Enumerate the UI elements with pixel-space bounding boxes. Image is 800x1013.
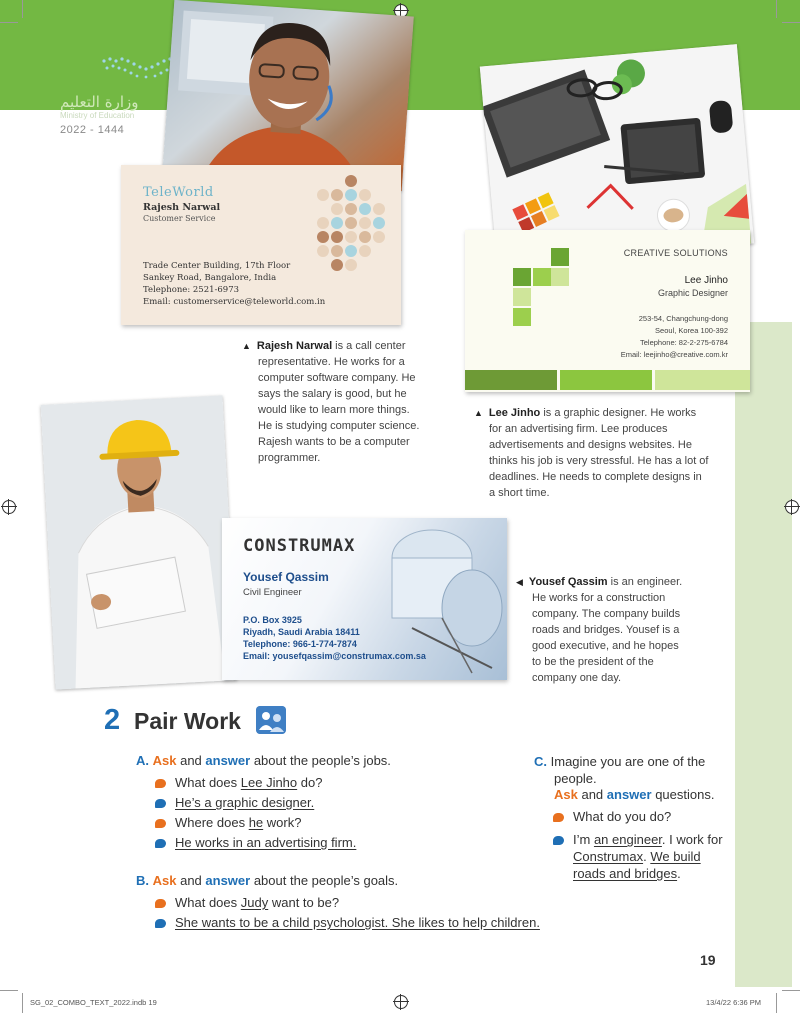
instruction-text: Imagine you are one of the	[550, 754, 706, 769]
dialog-question: What does Lee Jinho do?	[175, 775, 323, 790]
triangle-up-icon: ▲	[242, 341, 251, 351]
caption-line: deadlines. He needs to complete designs in	[489, 471, 702, 483]
dialog-question: What do you do?	[573, 809, 672, 824]
green-squares-decoration	[513, 248, 571, 328]
crop-mark	[776, 0, 777, 18]
caption-line: good executive, and he hopes	[532, 640, 679, 652]
dialog-question: What does Judy want to be?	[175, 895, 340, 910]
crop-mark	[22, 993, 23, 1013]
card-telephone: Telephone: 2521-6973	[143, 285, 240, 295]
card-footer-bar	[655, 370, 750, 390]
card-footer-bar	[560, 370, 652, 390]
card-person-name: Rajesh Narwal	[143, 202, 221, 213]
instruction-text: and	[577, 787, 607, 802]
instruction-text: questions.	[651, 787, 715, 802]
caption-line: is a graphic designer. He works	[540, 407, 697, 419]
card-company: TeleWorld	[143, 185, 214, 200]
section-letter: C.	[534, 754, 547, 769]
card-role: Customer Service	[143, 214, 216, 223]
dot-pattern-decoration	[311, 173, 391, 278]
keyword-answer: answer	[205, 753, 251, 768]
caption-line: says the salary is good, but he	[258, 388, 407, 400]
keyword-ask: Ask	[554, 787, 578, 802]
business-card-creative-solutions	[465, 230, 750, 392]
card-email: Email: yousefqassim@construmax.com.sa	[243, 651, 426, 661]
caption-person-name: Rajesh Narwal	[256, 340, 333, 352]
photo-engineer	[41, 395, 238, 689]
dialog-answer: He works in an advertising firm.	[175, 835, 357, 850]
footer-timestamp: 13/4/22 6:36 PM	[706, 998, 762, 1007]
crop-mark	[782, 22, 800, 23]
side-strip	[735, 322, 792, 987]
caption-line: is an engineer.	[607, 576, 683, 588]
business-card-construmax	[222, 518, 507, 680]
keyword-ask: Ask	[152, 873, 177, 888]
instruction-text: about the people’s jobs.	[250, 753, 391, 768]
keyword-ask: Ask	[152, 753, 177, 768]
caption-lee	[474, 405, 729, 501]
card-footer-bar	[465, 370, 557, 390]
registration-mark-icon	[785, 500, 799, 514]
card-email: Email: customerservice@teleworld.com.in	[143, 297, 326, 307]
card-email: Email: leejinho@creative.com.kr	[620, 350, 728, 359]
caption-line: is a call center	[332, 340, 406, 352]
question-bubble-icon	[155, 819, 166, 828]
section-letter: A.	[136, 753, 149, 768]
photo-rajesh	[162, 0, 414, 191]
business-card-teleworld	[121, 165, 401, 325]
edition-year: 2022 - 1444	[60, 124, 125, 136]
card-company: CREATIVE SOLUTIONS	[623, 248, 728, 258]
card-person-name: Lee Jinho	[684, 275, 728, 286]
crop-mark	[0, 990, 18, 991]
question-bubble-icon	[155, 899, 166, 908]
crop-mark	[22, 0, 23, 18]
card-role: Civil Engineer	[243, 587, 302, 598]
ministry-name-english: Ministry of Education	[60, 111, 135, 120]
ministry-name-arabic: وزارة التعليم	[60, 93, 139, 111]
question-bubble-icon	[155, 779, 166, 788]
caption-yousef	[516, 574, 706, 686]
answer-bubble-icon	[155, 799, 166, 808]
dialog-answer: He’s a graphic designer.	[175, 795, 315, 810]
caption-line: a short time.	[489, 487, 550, 499]
card-address-line: Seoul, Korea 100-392	[655, 326, 728, 335]
answer-bubble-icon	[553, 836, 564, 845]
card-telephone: Telephone: 82-2-275-6784	[640, 338, 728, 347]
caption-person-name: Yousef Qassim	[528, 576, 608, 588]
answer-bubble-icon	[155, 839, 166, 848]
section-c-instruction-line	[554, 787, 714, 802]
instruction-text: and	[176, 753, 206, 768]
section-title: Pair Work	[134, 708, 241, 734]
footer-file-name: SG_02_COMBO_TEXT_2022.indb 19	[30, 998, 157, 1007]
registration-mark-icon	[394, 995, 408, 1009]
section-number: 2	[104, 704, 121, 736]
page-number: 19	[700, 952, 716, 968]
caption-line: company one day.	[532, 672, 622, 684]
registration-mark-icon	[2, 500, 16, 514]
instruction-text: and	[176, 873, 206, 888]
dialog-answer: She wants to be a child psychologist. She likes to help children.	[175, 915, 540, 930]
triangle-left-icon: ◀	[516, 577, 523, 587]
caption-line: would like to learn more things.	[258, 404, 410, 416]
caption-line: computer software company. He	[258, 372, 416, 384]
card-person-name: Yousef Qassim	[243, 570, 329, 584]
caption-line: advertisements and designs websites. He	[489, 439, 692, 451]
card-role: Graphic Designer	[657, 288, 728, 298]
crop-mark	[782, 990, 800, 991]
caption-line: to be the president of the	[532, 656, 654, 668]
dialog-answer: Construmax. We build	[573, 849, 701, 864]
card-address-line: Sankey Road, Bangalore, India	[143, 273, 277, 283]
card-address-line: 253-54, Changchung-dong	[638, 314, 728, 323]
caption-rajesh	[242, 338, 442, 466]
instruction-text: people.	[554, 771, 597, 786]
section-a-instruction	[136, 753, 391, 768]
question-bubble-icon	[553, 813, 564, 822]
card-address-line: P.O. Box 3925	[243, 615, 302, 625]
caption-line: roads and bridges. Yousef is a	[532, 624, 680, 636]
card-address-line: Riyadh, Saudi Arabia 18411	[243, 627, 360, 637]
dialog-question: Where does he work?	[175, 815, 302, 830]
section-c-instruction	[534, 754, 705, 769]
caption-line: Rajesh wants to be a computer	[258, 436, 410, 448]
section-letter: B.	[136, 873, 149, 888]
pair-work-icon	[256, 706, 286, 734]
caption-line: programmer.	[258, 452, 321, 464]
caption-line: He works for a construction	[532, 592, 666, 604]
caption-person-name: Lee Jinho	[488, 407, 541, 419]
crop-mark	[776, 993, 777, 1013]
caption-line: He is studying computer science.	[258, 420, 420, 432]
card-telephone: Telephone: 966-1-774-7874	[243, 639, 357, 649]
dialog-answer: I’m an engineer. I work for	[573, 832, 723, 847]
answer-bubble-icon	[155, 919, 166, 928]
caption-line: for an advertising firm. Lee produces	[489, 423, 668, 435]
triangle-up-icon: ▲	[474, 408, 483, 418]
caption-line: company. The company builds	[532, 608, 681, 620]
caption-line: thinks his job is very stressful. He has a lot of	[489, 455, 709, 467]
keyword-answer: answer	[606, 787, 652, 802]
keyword-answer: answer	[205, 873, 251, 888]
section-b-instruction	[136, 873, 398, 888]
caption-line: representative. He works for a	[258, 356, 405, 368]
card-address-line: Trade Center Building, 17th Floor	[143, 261, 291, 271]
crop-mark	[0, 22, 18, 23]
card-company: CONSTRUMAX	[243, 536, 356, 556]
dialog-answer: roads and bridges.	[573, 866, 681, 881]
instruction-text: about the people’s goals.	[250, 873, 399, 888]
